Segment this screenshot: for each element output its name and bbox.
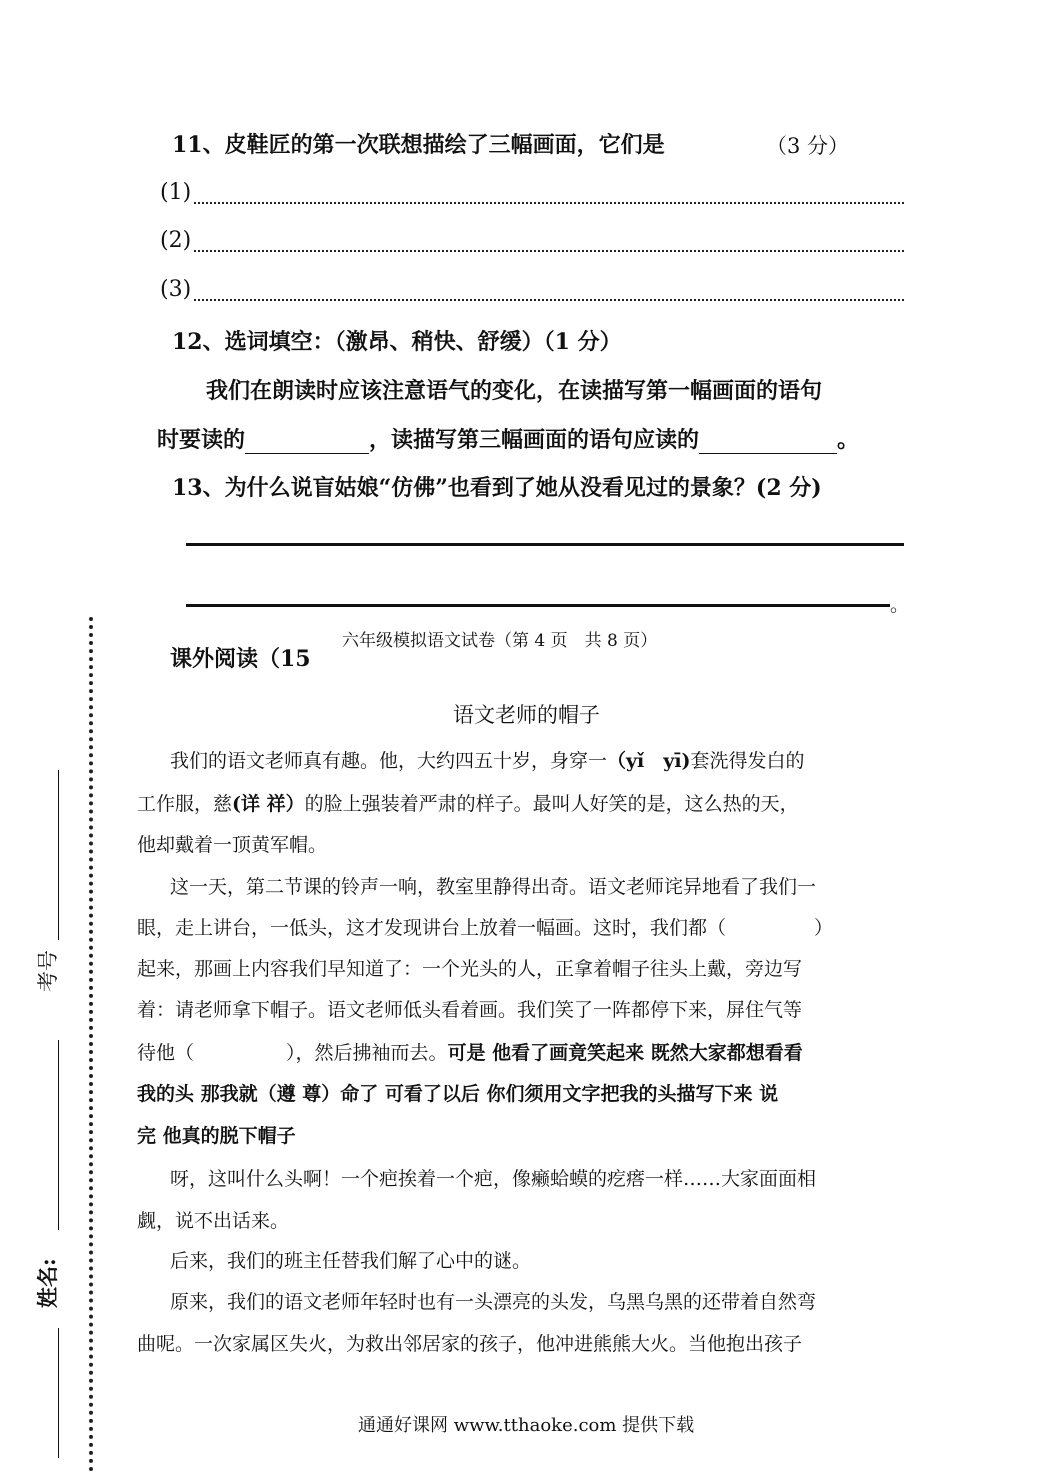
page-footer-number: 六年级模拟语文试卷（第 4 页 共 8 页） (338, 626, 661, 651)
q12-blank-1[interactable] (245, 427, 369, 454)
q11-line2-label: (2) (160, 228, 192, 253)
story-p5-line2: 曲呢。一次家属区失火，为救出邻居家的孩子，他冲进熊熊大火。当他抱出孩子 (137, 1333, 803, 1355)
story-p5-line1: 原来，我们的语文老师年轻时也有一头漂亮的头发，乌黑乌黑的还带着自然弯 (170, 1291, 817, 1313)
story-p1-line1-c: 套洗得发白的 (690, 750, 805, 772)
story-p1-line1-a: 我们的语文老师真有趣。他，大约四五十岁，身穿一 (170, 750, 608, 772)
q13-end: 。 (890, 594, 910, 616)
q13-answer-line-2[interactable] (186, 604, 890, 607)
section-title: 课外阅读（15 (170, 646, 311, 672)
q12-line2a: 时要读的 (157, 427, 246, 453)
story-p1-line3: 他却戴着一顶黄军帽。 (137, 834, 328, 856)
binding-dotted-line (89, 617, 93, 1472)
story-p1-line1 (170, 746, 805, 773)
story-p2-line1: 这一天，第二节课的铃声一响，教室里静得出奇。语文老师诧异地看了我们一 (170, 876, 817, 898)
q12-text: 12、选词填空：（激昂、稍快、舒缓）（1 分） (172, 329, 622, 355)
story-p2-line2-b: ） (814, 917, 834, 939)
q12-line1: 我们在朗读时应该注意语气的变化，在读描写第一幅画面的语句 (206, 378, 823, 404)
q13-text: 13、为什么说盲姑娘“仿佛”也看到了她从没看见过的景象？(2 分) (172, 475, 822, 501)
story-p1-pinyin-choice: （yǐ yī) (607, 750, 691, 772)
q11-line3-label: (3) (160, 277, 192, 302)
story-p1-char-choice: (详 祥） (232, 793, 305, 815)
story-p2-line5-a: 待他（ (137, 1042, 195, 1064)
xingming-underline[interactable] (58, 1040, 59, 1230)
q11-answer-line-1[interactable] (194, 202, 904, 204)
story-p2-line5-b: ），然后拂袖而去。 (286, 1042, 448, 1064)
story-p2-line6: 我的头 那我就（遵 尊）命了 可看了以后 你们须用文字把我的头描写下来 说 (137, 1083, 779, 1105)
q11-answer-line-2[interactable] (194, 250, 904, 252)
story-p2-line2-a: 眼，走上讲台，一低头，这才发现讲台上放着一幅画。这时，我们都（ (137, 917, 727, 939)
story-p2-line4: 着：请老师拿下帽子。语文老师低头看着画。我们笑了一阵都停下来，屏住气等 (137, 999, 803, 1021)
q11-text: 11、皮鞋匠的第一次联想描绘了三幅画面，它们是 (172, 132, 665, 158)
story-p2-line3: 起来，那画上内容我们早知道了：一个光头的人，正拿着帽子往头上戴，旁边写 (137, 958, 803, 980)
story-p1-line2-a: 工作服，慈 (137, 793, 233, 815)
story-p2-line2 (137, 913, 833, 940)
xingming-label: 姓名: (35, 1258, 60, 1308)
extra-underline[interactable] (58, 1328, 59, 1458)
story-p4-line1: 后来，我们的班主任替我们解了心中的谜。 (170, 1250, 532, 1272)
kaohao-label: 考号 (36, 950, 60, 992)
q11-line1-label: (1) (160, 180, 192, 205)
q11-score: （3 分） (766, 134, 850, 158)
story-p2-line5 (137, 1038, 803, 1065)
q12-blank-2[interactable] (699, 427, 837, 454)
story-p1-line2 (137, 789, 799, 816)
story-p2-line7: 完 他真的脱下帽子 (137, 1125, 296, 1147)
story-p1-line2-c: 的脸上强装着严肃的样子。最叫人好笑的是，这么热的天， (304, 793, 799, 815)
story-p3-line2: 觑，说不出话来。 (137, 1210, 290, 1232)
q12-line2c: 。 (837, 427, 860, 453)
q11-answer-line-3[interactable] (194, 299, 904, 301)
q12-line2 (157, 423, 859, 454)
site-footer: 通通好课网 www.tthaoke.com 提供下载 (358, 1415, 695, 1436)
q13-answer-line-1[interactable] (186, 543, 904, 546)
story-p3-line1: 呀，这叫什么头啊！一个疤挨着一个疤，像癞蛤蟆的疙瘩一样……大家面面相 (170, 1168, 817, 1190)
q12-line2b: ，读描写第三幅画面的语句应读的 (369, 427, 700, 453)
story-title: 语文老师的帽子 (453, 703, 600, 727)
kaohao-underline[interactable] (58, 770, 59, 940)
story-p2-punctuation-task-1: 可是 他看了画竟笑起来 既然大家都想看看 (447, 1042, 803, 1064)
